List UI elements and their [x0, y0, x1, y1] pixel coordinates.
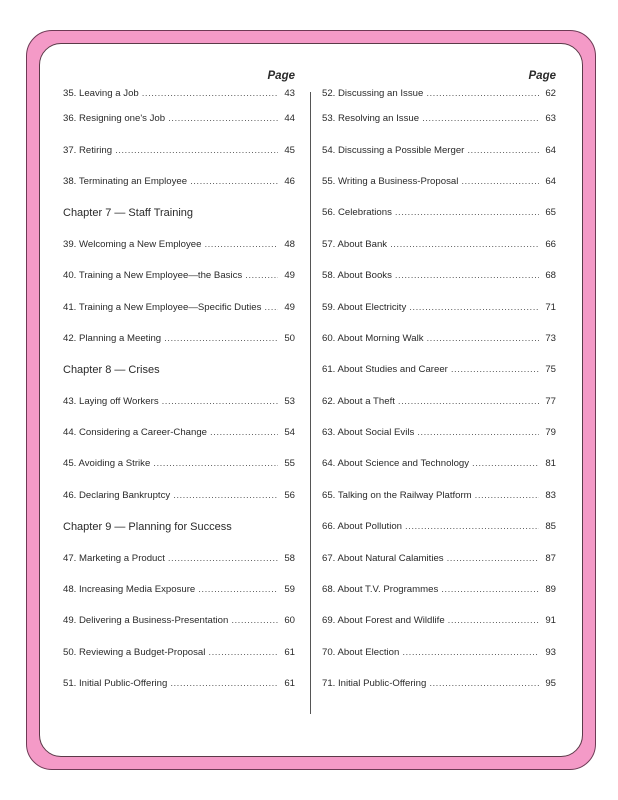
toc-entry	[322, 637, 556, 668]
page-number: 65	[545, 207, 556, 219]
entry-title: 42. Planning a Meeting	[63, 332, 162, 344]
page-number: 93	[545, 646, 556, 658]
page-column-header: Page	[528, 70, 556, 82]
toc-entry	[322, 574, 556, 605]
page-number: 89	[545, 584, 556, 596]
dot-leader	[429, 678, 539, 689]
toc-entry	[322, 291, 556, 322]
contents-panel	[39, 43, 583, 757]
entry-title: 38. Terminating an Employee	[63, 175, 188, 187]
dot-leader	[395, 270, 539, 281]
entry-title: 49. Delivering a Business-Presentation	[63, 615, 229, 627]
dot-leader	[417, 427, 539, 438]
dot-leader	[198, 584, 278, 595]
entry-title: 62. About a Theft	[322, 395, 395, 407]
dot-leader	[447, 553, 539, 564]
dot-leader	[142, 88, 278, 99]
toc-entry	[322, 448, 556, 479]
entry-title: 45. Avoiding a Strike	[63, 458, 151, 470]
dot-leader	[426, 88, 539, 99]
toc-entry	[322, 605, 556, 636]
entry-title: 55. Writing a Business-Proposal	[322, 175, 459, 187]
dot-leader	[409, 302, 539, 313]
entry-title: 52. Discussing an Issue	[322, 87, 424, 99]
page-number: 48	[284, 238, 295, 250]
page-number: 56	[284, 489, 295, 501]
toc-entry	[322, 668, 556, 699]
toc-entry	[322, 480, 556, 511]
toc-entry	[63, 668, 295, 699]
left-entries	[63, 83, 295, 699]
dot-leader	[475, 490, 539, 501]
entry-title: 69. About Forest and Wildlife	[322, 615, 445, 627]
page-number: 49	[284, 301, 295, 313]
page-number: 66	[545, 238, 556, 250]
entry-title: 54. Discussing a Possible Merger	[322, 144, 465, 156]
dot-leader	[398, 396, 539, 407]
toc-entry	[322, 511, 556, 542]
toc-entry	[322, 166, 556, 197]
dot-leader	[451, 364, 539, 375]
entry-title: 37. Retiring	[63, 144, 113, 156]
toc-entry	[63, 574, 295, 605]
entry-title: 51. Initial Public-Offering	[63, 678, 168, 690]
toc-entry	[63, 134, 295, 165]
page-number: 81	[545, 458, 556, 470]
dot-leader	[208, 647, 278, 658]
toc-entry	[63, 386, 295, 417]
toc-entry	[322, 134, 556, 165]
page-number: 54	[284, 427, 295, 439]
dot-leader	[461, 176, 539, 187]
page-number: 85	[545, 521, 556, 533]
toc-entry	[322, 323, 556, 354]
dot-leader	[472, 458, 539, 469]
chapter-title: Chapter 7 — Staff Training	[63, 206, 194, 219]
toc-entry	[322, 386, 556, 417]
page-number: 73	[545, 332, 556, 344]
page-number: 91	[545, 615, 556, 627]
entry-title: 64. About Science and Technology	[322, 458, 470, 470]
dot-leader	[395, 207, 539, 218]
dot-leader	[405, 521, 539, 532]
chapter-heading	[63, 511, 295, 542]
dot-leader	[427, 333, 540, 344]
dot-leader	[448, 615, 539, 626]
entry-title: 53. Resolving an Issue	[322, 113, 420, 125]
toc-entry	[322, 542, 556, 573]
dot-leader	[231, 615, 278, 626]
entry-title: 44. Considering a Career-Change	[63, 427, 207, 439]
toc-entry	[63, 260, 295, 291]
page-number: 63	[545, 113, 556, 125]
chapter-title: Chapter 9 — Planning for Success	[63, 520, 232, 533]
page-number: 64	[545, 144, 556, 156]
entry-title: 46. Declaring Bankruptcy	[63, 489, 171, 501]
entry-title: 57. About Bank	[322, 238, 388, 250]
column-divider	[310, 92, 311, 714]
entry-title: 43. Laying off Workers	[63, 395, 159, 407]
page-column-header: Page	[267, 70, 295, 82]
right-column	[322, 69, 556, 699]
dot-leader	[168, 113, 278, 124]
chapter-heading	[63, 354, 295, 385]
chapter-heading	[63, 197, 295, 228]
page-number: 59	[284, 584, 295, 596]
entry-title: 65. Talking on the Railway Platform	[322, 489, 472, 501]
dot-leader	[170, 678, 278, 689]
page-number: 58	[284, 552, 295, 564]
entry-title: 68. About T.V. Programmes	[322, 584, 439, 596]
dot-leader	[190, 176, 278, 187]
dot-leader	[422, 113, 539, 124]
dot-leader	[162, 396, 278, 407]
toc-entry	[63, 323, 295, 354]
page-frame	[26, 30, 596, 770]
dot-leader	[402, 647, 539, 658]
page-number: 68	[545, 270, 556, 282]
toc-entry	[322, 103, 556, 134]
entry-title: 47. Marketing a Product	[63, 552, 165, 564]
entry-title: 71. Initial Public-Offering	[322, 678, 427, 690]
entry-title: 56. Celebrations	[322, 207, 392, 219]
page-number: 71	[545, 301, 556, 313]
page-number: 75	[545, 364, 556, 376]
dot-leader	[264, 302, 278, 313]
page-number: 55	[284, 458, 295, 470]
entry-title: 66. About Pollution	[322, 521, 403, 533]
page-number: 44	[284, 113, 295, 125]
entry-title: 39. Welcoming a New Employee	[63, 238, 202, 250]
page-number: 64	[545, 175, 556, 187]
dot-leader	[467, 145, 539, 156]
toc-entry	[63, 637, 295, 668]
entry-title: 59. About Electricity	[322, 301, 407, 313]
page-number: 87	[545, 552, 556, 564]
dot-leader	[441, 584, 539, 595]
entry-title: 60. About Morning Walk	[322, 332, 424, 344]
page-number: 46	[284, 175, 295, 187]
entry-title: 63. About Social Evils	[322, 427, 415, 439]
page-number: 61	[284, 646, 295, 658]
page-number: 53	[284, 395, 295, 407]
toc-entry	[63, 417, 295, 448]
toc-entry	[322, 354, 556, 385]
entry-title: 67. About Natural Calamities	[322, 552, 444, 564]
dot-leader	[115, 145, 278, 156]
dot-leader	[153, 458, 278, 469]
toc-entry	[63, 229, 295, 260]
page-number: 77	[545, 395, 556, 407]
page-number: 95	[545, 678, 556, 690]
entry-title: 36. Resigning one's Job	[63, 113, 166, 125]
page-number: 61	[284, 678, 295, 690]
toc-entry	[63, 103, 295, 134]
toc-entry	[322, 417, 556, 448]
toc-entry	[63, 448, 295, 479]
page-number: 62	[545, 87, 556, 99]
dot-leader	[210, 427, 278, 438]
toc-entry	[63, 291, 295, 322]
dot-leader	[173, 490, 278, 501]
toc-entry	[322, 260, 556, 291]
toc-entry	[322, 229, 556, 260]
page-number: 45	[284, 144, 295, 156]
dot-leader	[245, 270, 278, 281]
toc-entry	[322, 83, 556, 103]
dot-leader	[168, 553, 278, 564]
entry-title: 61. About Studies and Career	[322, 364, 448, 376]
dot-leader	[164, 333, 278, 344]
toc-entry	[63, 83, 295, 103]
left-column	[63, 69, 295, 699]
page-number: 83	[545, 489, 556, 501]
page-number: 60	[284, 615, 295, 627]
entry-title: 40. Training a New Employee—the Basics	[63, 270, 243, 282]
entry-title: 35. Leaving a Job	[63, 87, 139, 99]
page-number: 79	[545, 427, 556, 439]
chapter-title: Chapter 8 — Crises	[63, 363, 160, 376]
dot-leader	[390, 239, 539, 250]
dot-leader	[204, 239, 278, 250]
page-number: 43	[284, 87, 295, 99]
entry-title: 41. Training a New Employee—Specific Duties	[63, 301, 262, 313]
entry-title: 58. About Books	[322, 270, 392, 282]
toc-entry	[322, 197, 556, 228]
right-entries	[322, 83, 556, 699]
toc-entry	[63, 605, 295, 636]
page-number: 49	[284, 270, 295, 282]
page-number: 50	[284, 332, 295, 344]
toc-entry	[63, 166, 295, 197]
toc-entry	[63, 542, 295, 573]
entry-title: 50. Reviewing a Budget-Proposal	[63, 646, 206, 658]
entry-title: 48. Increasing Media Exposure	[63, 584, 196, 596]
toc-entry	[63, 480, 295, 511]
entry-title: 70. About Election	[322, 646, 400, 658]
